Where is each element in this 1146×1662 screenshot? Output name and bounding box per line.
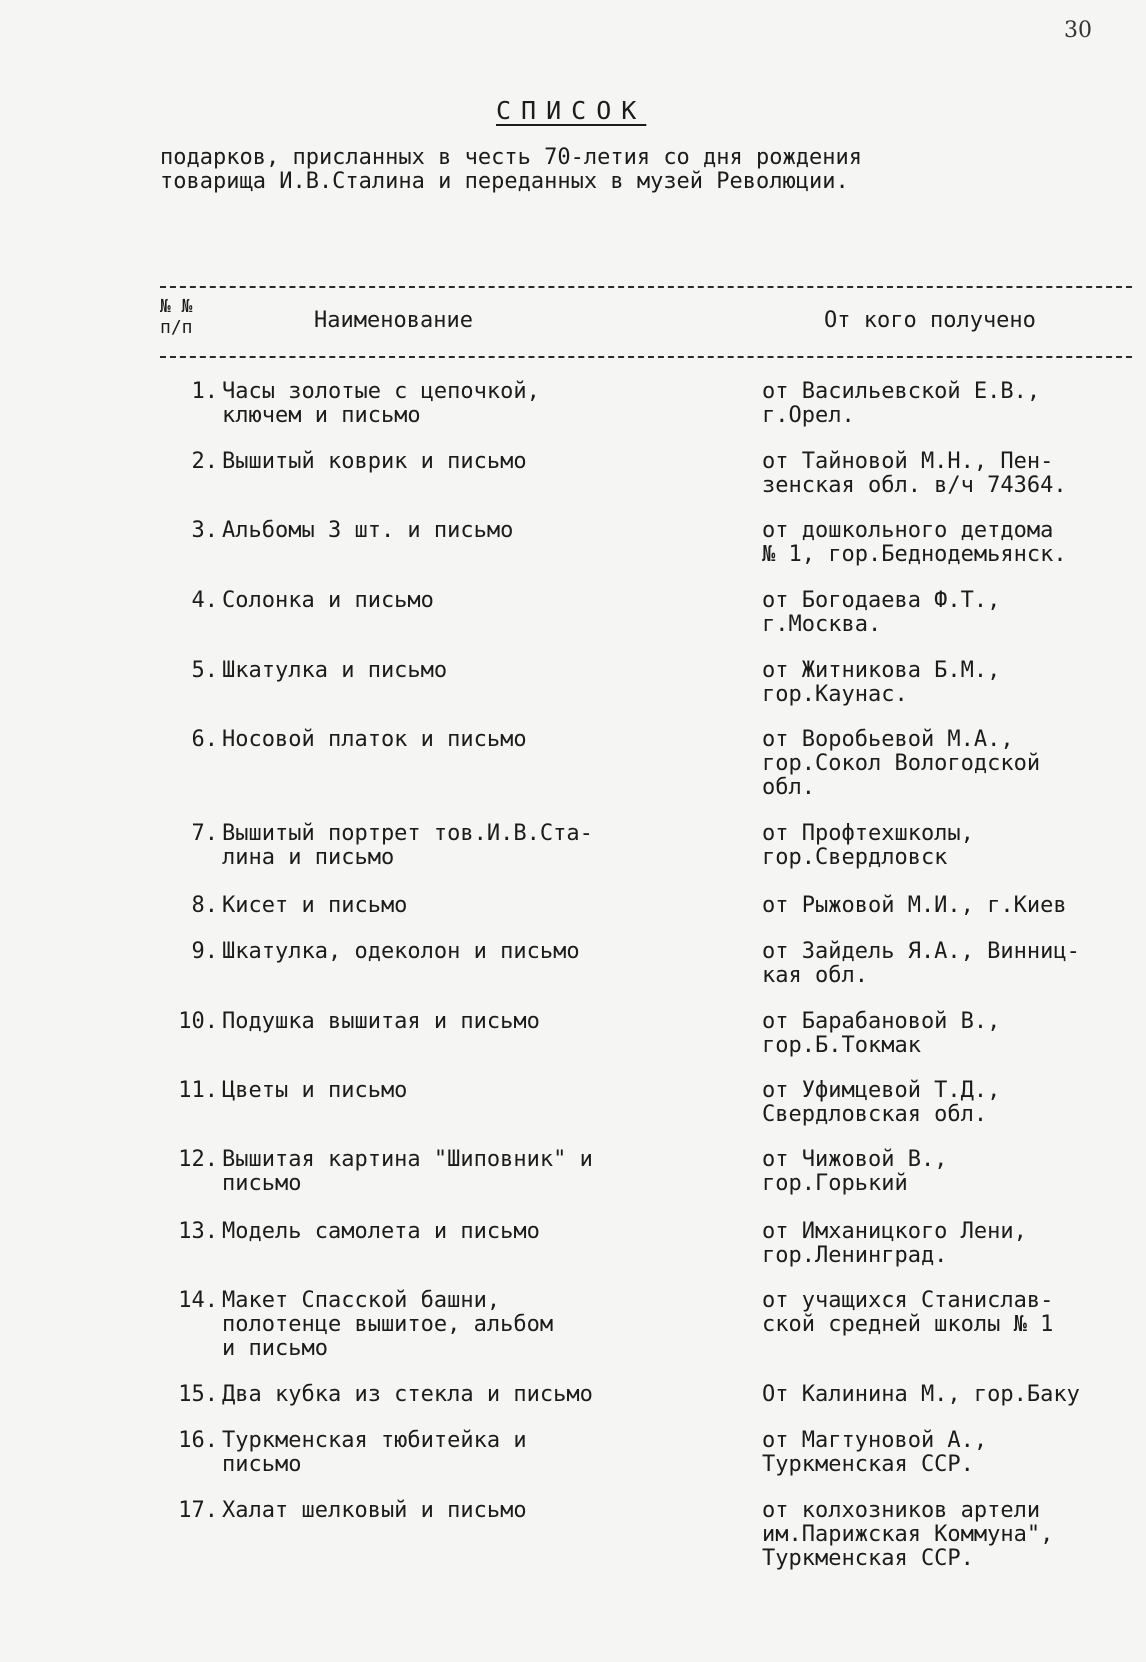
row-sender: от Уфимцевой Т.Д., Свердловская обл. xyxy=(762,1078,1001,1127)
row-item-name: Часы золотые с цепочкой, ключем и письмо xyxy=(222,379,540,428)
table-header-rule xyxy=(160,356,1132,358)
row-sender: от Магтуновой А., Туркменская ССР. xyxy=(762,1428,988,1477)
row-sender: от Богодаева Ф.Т., г.Москва. xyxy=(762,588,1001,637)
row-item-name: Цветы и письмо xyxy=(222,1078,408,1103)
row-item-name: Вышитый портрет тов.И.В.Ста- лина и письмо xyxy=(222,821,593,870)
row-number: 1. xyxy=(191,379,218,404)
row-item-name: Шкатулка, одеколон и письмо xyxy=(222,939,580,964)
row-number: 3. xyxy=(191,518,218,543)
row-number: 12. xyxy=(178,1147,218,1172)
row-number: 16. xyxy=(178,1428,218,1453)
row-item-name: Два кубка из стекла и письмо xyxy=(222,1382,593,1407)
page-number: 30 xyxy=(1064,18,1092,43)
table-top-rule xyxy=(160,286,1132,288)
row-sender: от колхозников артели им.Парижская Коммуна", Туркменская ССР. xyxy=(762,1498,1054,1571)
document-subtitle: подарков, присланных в честь 70-летия со дня рождения товарища И.В.Сталина и переданных в музей Революции. xyxy=(160,145,862,194)
row-sender: от Чижовой В., гор.Горький xyxy=(762,1147,948,1196)
row-sender: От Калинина М., гор.Баку xyxy=(762,1382,1080,1407)
row-item-name: Вышитая картина "Шиповник" и письмо xyxy=(222,1147,593,1196)
row-number: 5. xyxy=(191,658,218,683)
row-number: 2. xyxy=(191,449,218,474)
row-number: 8. xyxy=(191,893,218,918)
row-number: 9. xyxy=(191,939,218,964)
row-number: 15. xyxy=(178,1382,218,1407)
header-name-column: Наименование xyxy=(314,308,473,333)
row-item-name: Макет Спасской башни, полотенце вышитое, альбом и письмо xyxy=(222,1288,554,1361)
row-sender: от Житникова Б.М., гор.Каунас. xyxy=(762,658,1001,707)
row-sender: от Зайдель Я.А., Винниц- кая обл. xyxy=(762,939,1080,988)
row-item-name: Солонка и письмо xyxy=(222,588,434,613)
row-item-name: Кисет и письмо xyxy=(222,893,408,918)
row-sender: от Тайновой М.Н., Пен- зенская обл. в/ч 74364. xyxy=(762,449,1067,498)
row-number: 4. xyxy=(191,588,218,613)
row-sender: от Профтехшколы, гор.Свердловск xyxy=(762,821,974,870)
row-item-name: Подушка вышитая и письмо xyxy=(222,1009,540,1034)
row-sender: от дошкольного детдома № 1, гор.Беднодемьянск. xyxy=(762,518,1067,567)
document-title: СПИСОК xyxy=(496,96,647,125)
row-number: 17. xyxy=(178,1498,218,1523)
row-item-name: Вышитый коврик и письмо xyxy=(222,449,527,474)
row-item-name: Туркменская тюбитейка и письмо xyxy=(222,1428,527,1477)
row-sender: от Барабановой В., гор.Б.Токмак xyxy=(762,1009,1001,1058)
row-sender: от Васильевской Е.В., г.Орел. xyxy=(762,379,1041,428)
row-number: 6. xyxy=(191,727,218,752)
row-number: 11. xyxy=(178,1078,218,1103)
header-number-column: № № п/п xyxy=(160,296,193,338)
row-item-name: Альбомы 3 шт. и письмо xyxy=(222,518,514,543)
row-number: 10. xyxy=(178,1009,218,1034)
row-item-name: Халат шелковый и письмо xyxy=(222,1498,527,1523)
row-number: 13. xyxy=(178,1219,218,1244)
header-from-column: От кого получено xyxy=(824,308,1036,333)
row-item-name: Шкатулка и письмо xyxy=(222,658,448,683)
row-sender: от Имханицкого Лени, гор.Ленинград. xyxy=(762,1219,1027,1268)
row-sender: от Рыжовой М.И., г.Киев xyxy=(762,893,1067,918)
row-item-name: Модель самолета и письмо xyxy=(222,1219,540,1244)
row-number: 7. xyxy=(191,821,218,846)
row-number: 14. xyxy=(178,1288,218,1313)
row-sender: от Воробьевой М.А., гор.Сокол Вологодской обл. xyxy=(762,727,1041,800)
row-item-name: Носовой платок и письмо xyxy=(222,727,527,752)
row-sender: от учащихся Станислав- ской средней школы № 1 xyxy=(762,1288,1054,1337)
